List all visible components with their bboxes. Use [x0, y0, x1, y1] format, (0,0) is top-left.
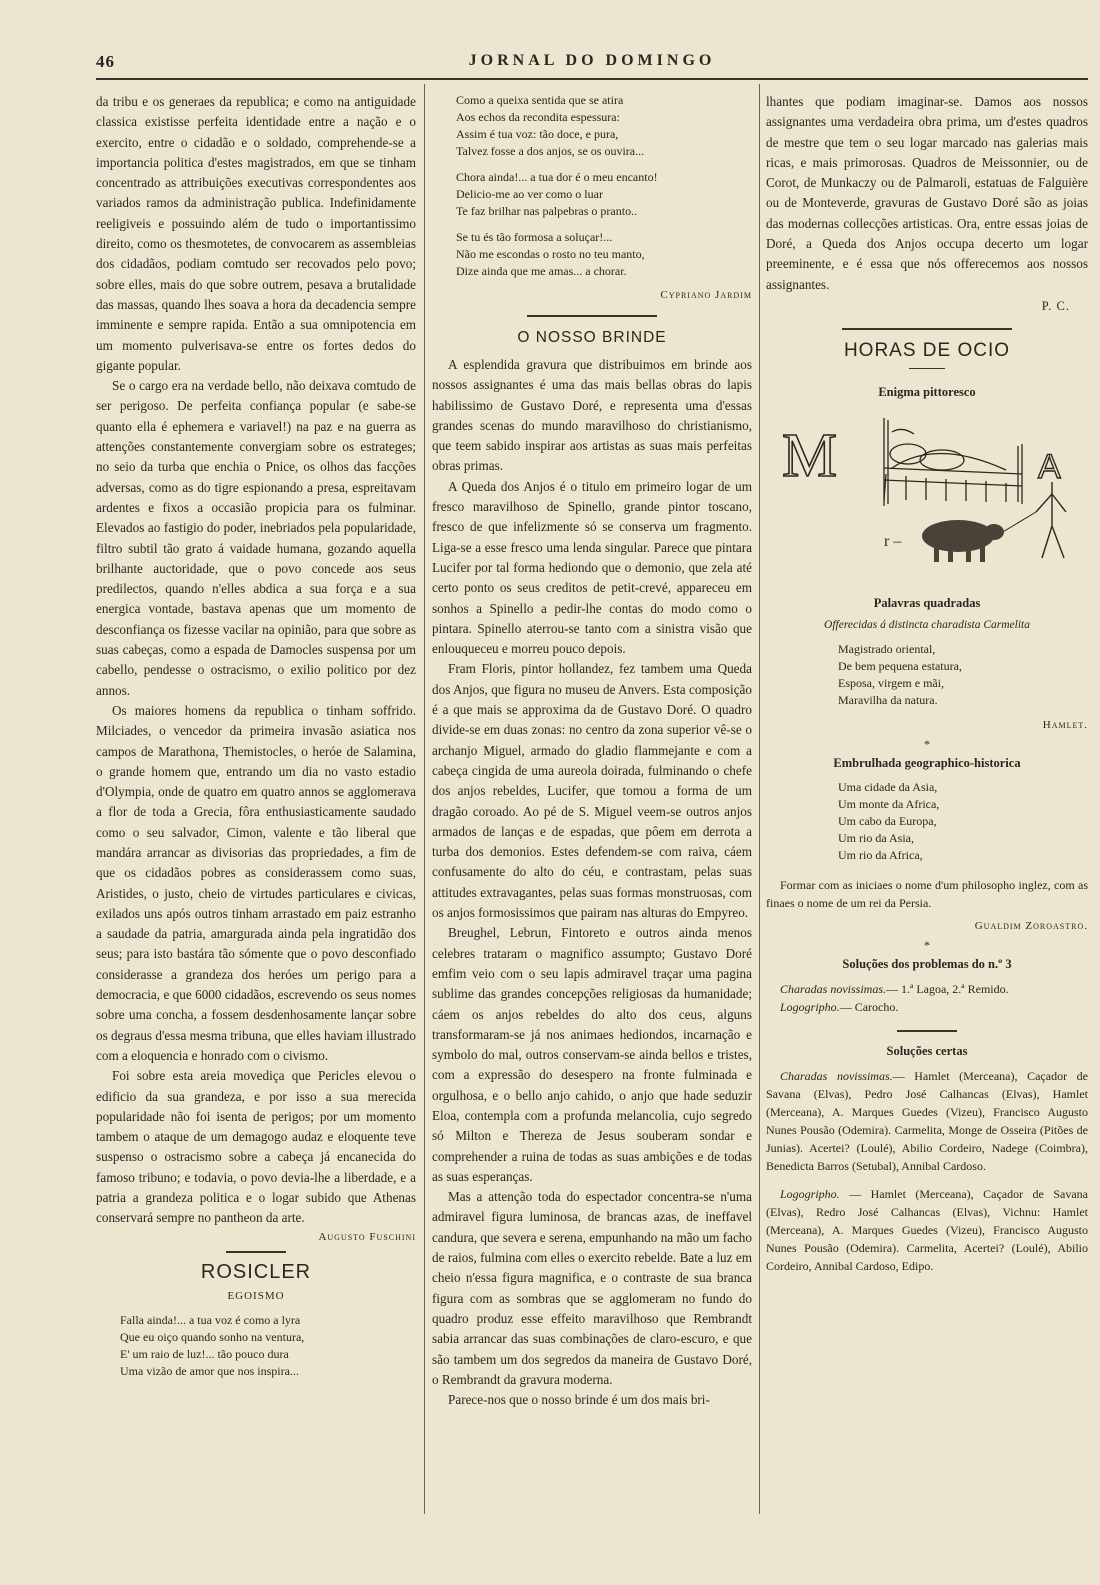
- article-paragraph: Se o cargo era na verdade bello, não deixava comtudo de ser perigoso. De perfeita confiança popular (e sabe-se quanto ella é ephemera e variavel!) na paz e na guerra as attenções constantemente convergiam sobre os estrateges; no seio da turba que enchia o Pnice, os olhos das facções adversas, como as do tigre espionando a presa, espreitavam ardentes e fixos a occasião propicia para os fulminar. Elevados ao fastigio do poder, inebriados pela popularidade, filtro subtil tão grato á vaidade humana, gozando aquella brilhante auctoridade, que o povo concede aos seus predilectos, quando n'elles abdica a sua força e a sua energica vontade, bastava apenas que um momento de desconfiança os fizesse vacilar na opinião, para que sobre as suas cabeças, como a espada de Damocles suspensa por um cabello, pendesse o ostracismo, o exilio politico por dez annos.: [96, 378, 416, 698]
- page-header: [96, 52, 1088, 74]
- separator-rule: [909, 368, 945, 369]
- puzzle-letter-a: A: [1038, 447, 1061, 486]
- poem-stanza: [456, 229, 752, 280]
- enigma-illustration: [766, 408, 1088, 588]
- verse-line: Um cabo da Europa,: [838, 813, 937, 828]
- poet-signature: Cypriano Jardim: [660, 289, 752, 301]
- verse-line: Maravilha da natura.: [838, 692, 938, 707]
- poem-line: Uma vizão de amor que nos inspira...: [120, 1363, 299, 1378]
- journal-title: JORNAL DO DOMINGO: [468, 52, 716, 69]
- article-paragraph: Breughel, Lebrun, Fintoreto e outros ainda menos celebres trataram o magnifico assumpto; Gustavo Doré emfim veio com o seu lapis admiravel traçar uma pagina sublime das grandes concepções religiosas da humanidade; cáem os anjos rebeldes do alto dos ceus, alguns transformaram-se já nos animaes hediondos, incarnação e symbolo do mal, outros conservam-se ainda bellos e tristes, com a expressão do desespero na fronte fulminada e orgulhosa, e o bello anjo cahido, o anjo que hade seduzir Eloa, contempla com a profunda melancolia, cujo segredo só Milton e Thereza de Jesus souberam sondar e comprehender a ruina de todas as suas ambições e de todas as suas esperanças.: [432, 925, 752, 1184]
- bed-icon: [884, 418, 1022, 506]
- palavras-verse: [838, 641, 1088, 709]
- poem-line: Assim é tua voz: tão doce, e pura,: [456, 127, 619, 141]
- column-divider-2: [759, 84, 760, 1514]
- embrulhada-signature: Gualdim Zoroastro.: [974, 919, 1088, 932]
- enigma-title: Enigma pittoresco: [878, 384, 976, 399]
- article-paragraph: Fram Floris, pintor hollandez, fez tambem uma Queda dos Anjos, que figura no museu de Anvers. Esta composição é a que mais se approxima da de Gustavo Doré. O quadro divide-se em duas zonas: no centro da zona superior vê-se o archanjo Miguel, armado do gladio flammejante e com a cabeça cingida de uma aureola doirada, fulminando o chefe dos anjos rebeldes, Lucifer, que tomou a forma de um dragão coroado. Ao pé de S. Miguel veem-se outros anjos armados de lanças e de espadas, que pôem em derrota a turba dos demonios. Estes defendem-se com raiva, cáem confusamente do alto do céu, e contrastam, pelas suas attitudes extravagantes, pelas suas formas monstruosas, com os anjos formosissimos que pairam nas alturas do Empyreo.: [432, 661, 752, 921]
- poem-line: Dize ainda que me amas... a chorar.: [456, 264, 627, 278]
- certas-logogripho-text: — Hamlet (Merceana), Caçador de Savana (Elvas), Redro José Calhancas (Elvas), Vichnu: Hamlet (Merceana), A. Marques Guedes (Vizeu), Francisco Augusto Nunes Pousão (Odemira). Carmelita, Acertei? (Loulé), Abilio Cordeiro, Annibal Cardoso, Edipo.: [766, 1186, 1088, 1273]
- poem-title: ROSICLER: [200, 1260, 312, 1283]
- poem-line: E' um raio de luz!... tão pouco dura: [120, 1346, 289, 1361]
- poem-line: Te faz brilhar nas palpebras o pranto..: [456, 204, 638, 218]
- poem-line: Que eu oiço quando sonho na ventura,: [120, 1329, 305, 1344]
- article-paragraph: Parece-nos que o nosso brinde é um dos mais bri-: [448, 1392, 710, 1408]
- certas-charadas-text: — Hamlet (Merceana), Caçador de Savana (Elvas), Pedro José Calhancas (Elvas), Hamlet (Merceana), A. Marques Guedes (Vizeu), Francisco Augusto Nunes Pousão (Odemira). Carmelita, Monge de Osseira (Pitões de Junias). Acertei? (Loulé), Abilio Cordeiro, Nadege (Coimbra), Benedicta Barros (Setubal), Annibal Cardoso.: [766, 1068, 1089, 1173]
- section-title: O NOSSO BRINDE: [517, 329, 667, 346]
- verse-line: De bem pequena estatura,: [838, 658, 962, 673]
- embrulhada-verse: [838, 779, 1088, 864]
- poem-line: Delicio-me ao ver como o luar: [456, 187, 603, 201]
- solucoes-title: Soluções dos problemas do n.º 3: [842, 956, 1012, 971]
- article-paragraph: A esplendida gravura que distribuimos em brinde aos nossos assignantes é uma das mais bellas obras do lapis habilissimo de Gustavo Doré, e representa uma d'essas grandes scenas do mundo maravilhoso do christianismo, que teem sabido inspirar aos artistas as suas mais perfeitas obras primas.: [432, 357, 752, 474]
- certas-charadas-label: Charadas novissimas.: [780, 1068, 893, 1083]
- poem-line: Falla ainda!... a tua voz é como a lyra: [120, 1312, 301, 1327]
- poem-line: Se tu és tão formosa a soluçar!...: [456, 230, 613, 244]
- verse-line: Magistrado oriental,: [838, 641, 936, 656]
- solucoes-charadas-label: Charadas novissimas.: [780, 981, 887, 996]
- solucoes-logogripho-text: — Carocho.: [839, 999, 899, 1014]
- page-number: 46: [96, 52, 115, 71]
- verse-line: Um monte da Africa,: [838, 796, 940, 811]
- solucoes-logogripho: [766, 998, 1088, 1016]
- embrulhada-title: Embrulhada geographico-historica: [833, 755, 1021, 770]
- separator-rule: [226, 1251, 286, 1253]
- solucoes-charadas: [766, 980, 1088, 998]
- star-divider: *: [924, 736, 930, 751]
- article-paragraph: lhantes que podiam imaginar-se. Damos aos nossos assignantes uma verdadeira obra prima, um d'estes quadros de mestre que tem o seu logar marcado nas galerias mais ricas, e mais primorosas. Quadros de Meissonnier, ou de Corot, de Munkaczy ou de Palmaroli, estatuas de Falguière ou de Monteverde, gravuras de Gustavo Doré são as joias das modernas collecções artisticas. Ora, entre essas joias de Doré, a Queda dos Anjos occupa decerto um logar preeminente, e é essa que nós offerecemos aos nossos assignantes.: [766, 94, 1088, 292]
- author-signature: Augusto Fuschini: [318, 1230, 416, 1243]
- column-2: [432, 92, 752, 1410]
- certas-title: Soluções certas: [886, 1043, 968, 1058]
- article-paragraph: A Queda dos Anjos é o titulo em primeiro logar de um fresco maravilhoso de Spinello, grande pintor toscano, fresco de que infelizmente só se conserva um fragmento. Liga-se a esse fresco uma lenda singular. Parece que pintara Lucifer por tal forma hediondo que o demonio, que zela até certo ponto os seus creditos de petit-crevé, appareceu em sonhos a Spinello a pedir-lhe contas do modo como o pintara. Spinello aterrou-se tanto com a sinistra visão que enlouqueceu e morreu pouco depois.: [432, 478, 752, 657]
- certas-logogripho: [766, 1185, 1088, 1275]
- header-rule: [96, 78, 1088, 80]
- certas-logogripho-label: Logogripho.: [780, 1186, 840, 1201]
- poem-subtitle: EGOISMO: [227, 1289, 285, 1302]
- stick-figure-icon: [1036, 482, 1066, 558]
- verse-line: Um rio da Africa,: [838, 847, 923, 862]
- author-signature: P. C.: [1041, 298, 1070, 313]
- puzzle-r-dash: r –: [884, 532, 902, 550]
- poem-continuation: [456, 92, 752, 280]
- poem-stanza: [456, 169, 752, 220]
- article-paragraph: Mas a attenção toda do espectador concentra-se n'uma admiravel figura luminosa, de brancas azas, de ineffavel candura, que severa e serena, empunhando na mão um facho de raios, fulmina com elles o exercito rebelde. Bate a luz em cheio n'essa figura magnifica, e o contraste de sua branca figura com as sombras que se agglomeram no fundo do quadro produz esse effeito maravilhoso que Rembrandt sabia arrancar das suas combinações de claro-escuro, e que são tambem um dos segredos da maneira de Gustavo Doré, o Rembrandt da gravura moderna.: [432, 1189, 752, 1387]
- section-title: HORAS DE OCIO: [843, 339, 1011, 361]
- palavras-title: Palavras quadradas: [873, 595, 981, 610]
- verse-line: Esposa, virgem e mãi,: [838, 675, 945, 690]
- star-divider: *: [924, 937, 930, 952]
- puzzle-letter-m: M: [782, 421, 838, 490]
- solucoes-charadas-text: — 1.ª Lagoa, 2.ª Remido.: [886, 981, 1009, 996]
- column-3: [766, 92, 1088, 1275]
- picture-puzzle: [766, 408, 1088, 588]
- palavras-subtitle: Offerecidas á distincta charadista Carmelita: [824, 618, 1030, 631]
- article-paragraph: Foi sobre esta areia movediça que Pericles elevou o edificio da sua grandeza, e por isso a sua merecida popularidade não foi isenta de perigos; por um momento tambem o ataque de um demagogo audaz e eloquente teve suspenso o ostracismo sobre a cabeça já encanecida do famoso tribuno; e todavia, o povo devia-lhe a liberdade, e a patria a grandeza politica e o logar subido que Athenas conservará sempre no pantheon da arte.: [96, 1068, 416, 1226]
- palavras-signature: Hamlet.: [1042, 718, 1088, 731]
- poem-line: Aos echos da recondita espessura:: [456, 110, 620, 124]
- poem-line: Talvez fosse a dos anjos, se os ouvira...: [456, 144, 645, 158]
- verse-line: Um rio da Asia,: [838, 830, 914, 845]
- pig-icon: [922, 520, 1004, 562]
- article-paragraph: da tribu e os generaes da republica; e como na antiguidade classica existisse perfeita identidade entre a nação e o exercito, entre o cidadão e o soldado, comprehende-se a importancia politica d'estes magistrados, em que se tinham concentrado as attribuições executivas correspondentes aos variados ramos da administração publica. Indefinidamente reeligiveis e possuindo além de tudo o importantissimo direito, como os thesmotetes, de convocarem as assembleias dos cidadãos, podiam comtudo ser recovados pelo povo; sobre elles, mais do que sobre outrem, pesava a brutalidade das massas, quando lhes soava a hora da decadencia sempre imminente e sempre rapida. Então a sua omnipotencia em um momento pulverisava-se entre os fortes dedos do gigante popular.: [96, 94, 416, 373]
- poem-stanza: [120, 1312, 416, 1380]
- certas-charadas: [766, 1067, 1088, 1175]
- solucoes-logogripho-label: Logogripho.: [780, 999, 840, 1014]
- separator-rule: [842, 328, 1012, 330]
- embrulhada-instructions: Formar com as iniciaes o nome d'um philosopho inglez, com as finaes o nome de um rei da Persia.: [766, 877, 1088, 910]
- article-paragraph: Os maiores homens da republica o tinham soffrido. Milciades, o vencedor da primeira invasão asiatica nos campos de Marathona, Themistocles, o heróe de Salamina, o grande homem que, entrando um dia no vasto estadio d'Olympia, onde de quatro em quatro annos se agglomerava a flor de toda a Grecia, fôra enthusiasticamente saudado como o seu salvador, Cimon, valente e tão liberal que mandára arrancar as divisorias das propriedades, a fim de que os cidadãos pobres as considerassem como suas, Aristides, o justo, cheio de virtudes particulares e civicas, exilados uns após outros tinham arrastado em paiz estranho a saudade da patria, amargurada ainda pela ingratidão dos seus; para isto bastára tão sómente que o povo desconfiado considerasse a grandeza dos heróes um perigo para a democracia, e que 6000 cidadãos, escrevendo os seus nomes sobre uma concha, a fossem desdenhosamente lançar sobre os degraus d'essa mesma tribuna, que elles haviam illustrado com a eloquencia e honrado com o civismo.: [96, 702, 416, 1063]
- poem-line: Não me escondas o rosto no teu manto,: [456, 247, 645, 261]
- separator-rule: [897, 1030, 957, 1032]
- poem-stanza: [456, 92, 752, 160]
- verse-line: Uma cidade da Asia,: [838, 779, 938, 794]
- poem-line: Chora ainda!... a tua dor é o meu encanto!: [456, 170, 658, 184]
- separator-rule: [527, 315, 657, 317]
- column-1: [96, 92, 416, 1380]
- column-divider-1: [424, 84, 425, 1514]
- poem-line: Como a queixa sentida que se atira: [456, 93, 624, 107]
